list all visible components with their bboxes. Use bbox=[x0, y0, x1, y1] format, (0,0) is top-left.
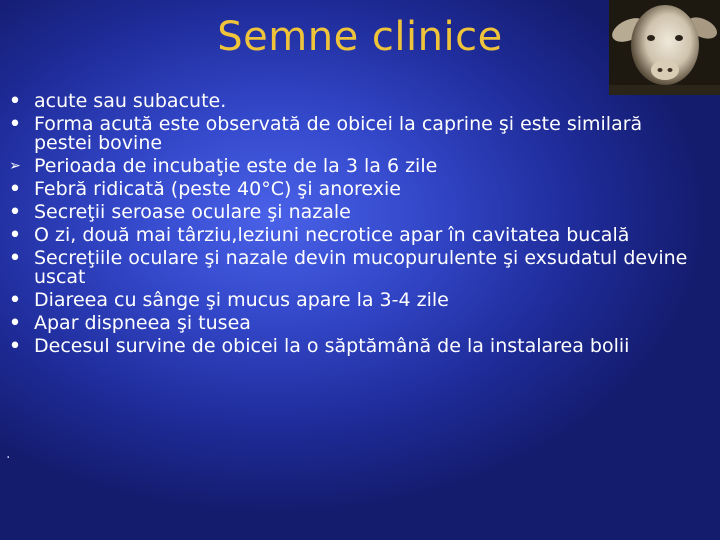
list-item bbox=[6, 334, 706, 359]
dot-icon: • bbox=[8, 200, 22, 225]
dot-icon: • bbox=[8, 112, 22, 137]
bullet-text: Febră ridicată (peste 40°C) şi anorexie bbox=[34, 178, 401, 200]
dot-icon: • bbox=[8, 311, 22, 336]
bullet-text: Forma acută este observată de obicei la caprine şi este similară pestei bovine bbox=[34, 113, 643, 154]
bullet-text: Apar dispneea şi tusea bbox=[34, 312, 251, 334]
bullet-text: acute sau subacute. bbox=[34, 90, 227, 112]
bullet-text: Perioada de incubaţie este de la 3 la 6 zile bbox=[34, 155, 438, 177]
bullet-text: Secreţii seroase oculare şi nazale bbox=[34, 201, 351, 223]
dot-icon: • bbox=[8, 246, 22, 271]
dot-icon: • bbox=[8, 223, 22, 248]
list-item bbox=[6, 223, 706, 248]
bullet-text: Secreţiile oculare şi nazale devin mucopurulente şi exsudatul devine uscat bbox=[34, 247, 688, 288]
list-item bbox=[6, 288, 706, 313]
list-item bbox=[6, 246, 706, 288]
dot-icon: • bbox=[8, 288, 22, 313]
list-item bbox=[6, 157, 706, 176]
dot-icon: • bbox=[8, 177, 22, 202]
bullet-list bbox=[6, 89, 706, 360]
list-item bbox=[6, 89, 706, 114]
dot-icon: • bbox=[8, 89, 22, 114]
bullet-text: Decesul survine de obicei la o săptămână de la instalarea bolii bbox=[34, 335, 630, 357]
bullet-text: O zi, două mai târziu,leziuni necrotice apar în cavitatea bucală bbox=[34, 224, 630, 246]
list-item bbox=[6, 177, 706, 202]
bullet-text: Diareea cu sânge şi mucus apare la 3-4 zile bbox=[34, 289, 449, 311]
goat-photo bbox=[609, 0, 720, 95]
list-item bbox=[6, 112, 706, 154]
footer-mark: . bbox=[6, 446, 11, 462]
dot-icon: • bbox=[8, 334, 22, 359]
arrow-icon: ➢ bbox=[9, 158, 21, 174]
slide-title: Semne clinice bbox=[217, 14, 503, 60]
list-item bbox=[6, 311, 706, 336]
list-item bbox=[6, 200, 706, 225]
